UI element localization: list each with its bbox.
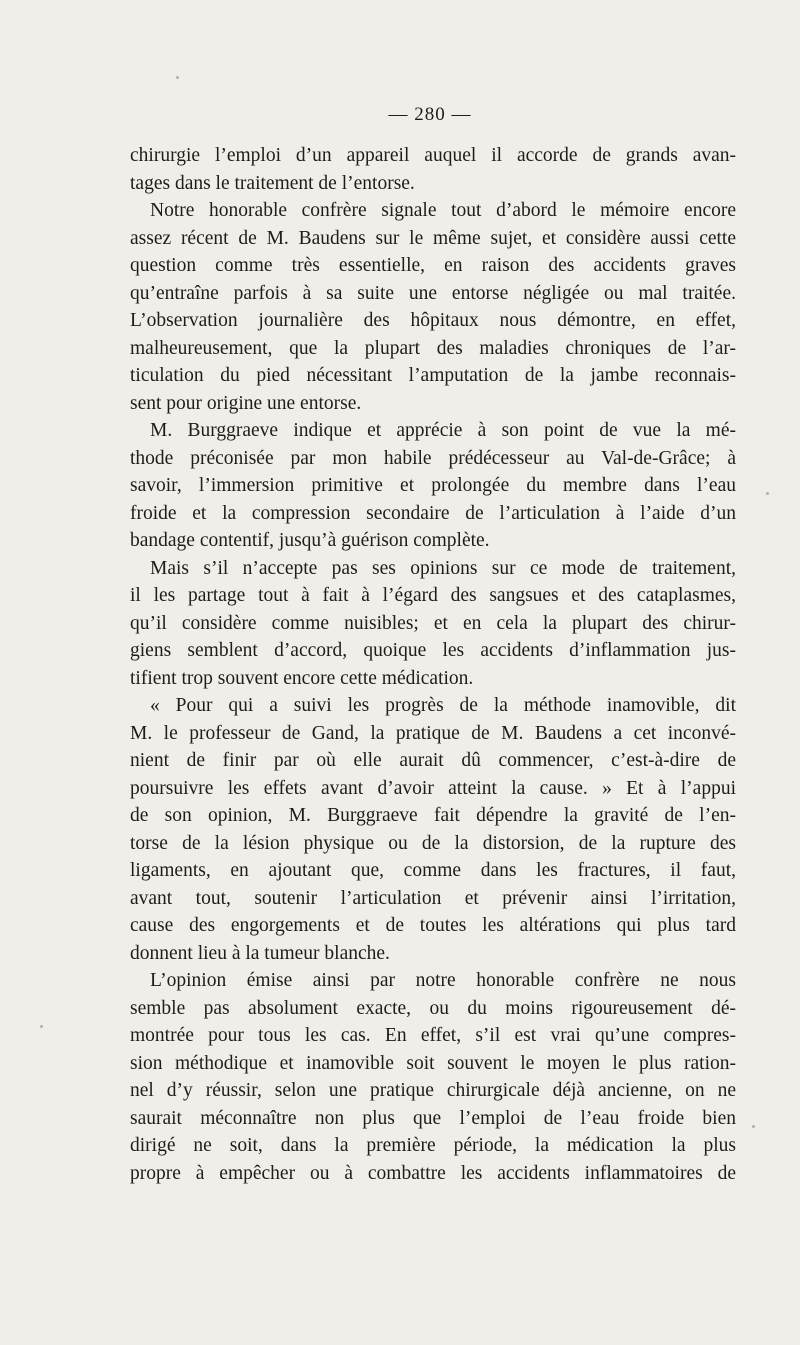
text-line: de son opinion, M. Burggraeve fait dépendre la gravité de l’en- [130, 805, 736, 826]
text-line: L’observation journalière des hôpitaux nous démontre, en effet, [130, 310, 736, 331]
text-line: saurait méconnaître non plus que l’emploi de l’eau froide bien [130, 1107, 736, 1129]
text-line: qu’il considère comme nuisibles; et en cela la plupart des chirur- [130, 612, 736, 634]
text-line: question comme très essentielle, en raison des accidents graves [130, 255, 736, 276]
text-line: savoir, l’immersion primitive et prolongée du membre dans l’eau [130, 475, 736, 496]
text-line: montrée pour tous les cas. En effet, s’il est vrai qu’une compres- [130, 1025, 736, 1046]
text-line: M. Burggraeve indique et apprécie à son point de vue la mé- [150, 420, 736, 441]
text-line: qu’entraîne parfois à sa suite une entorse négligée ou mal traitée. [130, 282, 736, 304]
paper-speck [40, 1025, 43, 1028]
paper-speck [766, 492, 769, 495]
text-line: sion méthodique et inamovible soit souvent le moyen le plus ration- [130, 1052, 736, 1074]
text-line: propre à empêcher ou à combattre les accidents inflammatoires de [130, 1162, 736, 1184]
text-line: sent pour origine une entorse. [130, 392, 362, 414]
text-line: torse de la lésion physique ou de la distorsion, de la rupture des [130, 832, 736, 854]
text-line: M. le professeur de Gand, la pratique de M. Baudens a cet inconvé- [130, 722, 736, 744]
text-line: il les partage tout à fait à l’égard des sangsues et des cataplasmes, [130, 585, 736, 606]
text-line: bandage contentif, jusqu’à guérison complète. [130, 530, 490, 551]
text-line: cause des engorgements et de toutes les altérations qui plus tard [130, 915, 736, 936]
text-line: assez récent de M. Baudens sur le même sujet, et considère aussi cette [130, 227, 736, 249]
text-line: nient de finir par où elle aurait dû commencer, c’est-à-dire de [130, 750, 736, 771]
text-line: Notre honorable confrère signale tout d’abord le mémoire encore [150, 200, 736, 221]
page-number: — 280 — [388, 104, 472, 125]
text-line: giens semblent d’accord, quoique les accidents d’inflammation jus- [130, 640, 736, 661]
text-line: Mais s’il n’accepte pas ses opinions sur ce mode de traitement, [150, 557, 736, 579]
text-line: semble pas absolument exacte, ou du moins rigoureusement dé- [130, 997, 736, 1019]
text-line: ticulation du pied nécessitant l’amputation de la jambe reconnais- [130, 365, 736, 386]
text-line: malheureusement, que la plupart des maladies chroniques de l’ar- [130, 337, 736, 359]
text-line: nel d’y réussir, selon une pratique chirurgicale déjà ancienne, on ne [130, 1080, 736, 1101]
text-line: poursuivre les effets avant d’avoir atteint la cause. » Et à l’appui [130, 777, 736, 799]
paper-speck [176, 76, 179, 79]
text-line: tages dans le traitement de l’entorse. [130, 172, 415, 194]
text-line: ligaments, en ajoutant que, comme dans les fractures, il faut, [130, 860, 736, 881]
text-line: tifient trop souvent encore cette médication. [130, 667, 474, 689]
text-line: avant tout, soutenir l’articulation et prévenir ainsi l’irritation, [130, 887, 736, 909]
text-line: L’opinion émise ainsi par notre honorable confrère ne nous [150, 970, 736, 991]
text-line: froide et la compression secondaire de l’articulation à l’aide d’un [130, 502, 736, 524]
text-line: donnent lieu à la tumeur blanche. [130, 942, 390, 964]
text-line: chirurgie l’emploi d’un appareil auquel il accorde de grands avan- [130, 145, 736, 166]
body-text [130, 142, 736, 1187]
text-line: dirigé ne soit, dans la première période, la médication la plus [130, 1135, 736, 1156]
paper-speck [752, 1125, 755, 1128]
text-line: thode préconisée par mon habile prédécesseur au Val-de-Grâce; à [130, 447, 736, 469]
text-line: « Pour qui a suivi les progrès de la méthode inamovible, dit [150, 695, 736, 716]
